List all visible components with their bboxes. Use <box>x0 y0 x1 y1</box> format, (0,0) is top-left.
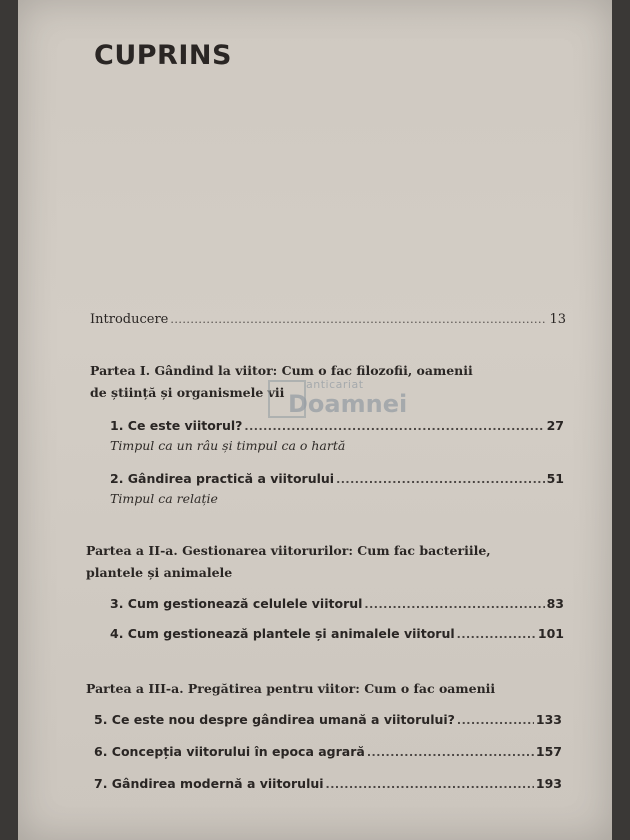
toc-entry-chapter-6 <box>94 744 562 759</box>
dot-leader <box>364 598 544 611</box>
part-heading-2 <box>86 540 526 584</box>
part-title-line: Partea a II-a. Gestionarea viitorurilor: Cum fac bacteriile, <box>86 543 491 558</box>
toc-entry-page: 13 <box>549 312 566 327</box>
toc-entry-label: 3. Cum gestionează celulele viitorul <box>110 596 363 611</box>
book-page <box>18 0 612 840</box>
toc-entry-label: 1. Ce este viitorul? <box>110 418 243 433</box>
toc-entry-chapter-5 <box>94 712 562 727</box>
toc-entry-page: 193 <box>535 776 562 791</box>
watermark-small-text: anticariat <box>306 378 364 391</box>
toc-entry-page: 157 <box>535 744 562 759</box>
part-heading-3 <box>86 678 556 700</box>
toc-entry-page: 101 <box>537 626 564 641</box>
dot-leader <box>457 628 536 641</box>
toc-entry-chapter-7 <box>94 776 562 791</box>
toc-entry-page: 51 <box>546 471 564 486</box>
toc-entry-label: 4. Cum gestionează plantele și animalele viitorul <box>110 626 455 641</box>
dot-leader <box>170 313 547 326</box>
toc-entry-label: 7. Gândirea modernă a viitorului <box>94 776 324 791</box>
toc-entry-chapter-1 <box>110 418 564 433</box>
toc-entry-page: 133 <box>535 712 562 727</box>
toc-entry-introduction <box>90 312 566 327</box>
dot-leader <box>326 778 534 791</box>
dot-leader <box>244 420 544 433</box>
part-title-line: Partea I. Gândind la viitor: Cum o fac filozofii, oamenii <box>90 363 473 378</box>
dot-leader <box>367 746 534 759</box>
toc-entry-label: 6. Concepția viitorului în epoca agrară <box>94 744 365 759</box>
toc-entry-chapter-3 <box>110 596 564 611</box>
chapter-subtitle: Timpul ca un râu și timpul ca o hartă <box>110 438 346 453</box>
dot-leader <box>336 473 545 486</box>
toc-entry-chapter-4 <box>110 626 564 641</box>
dot-leader <box>457 714 534 727</box>
toc-entry-label: 5. Ce este nou despre gândirea umană a viitorului? <box>94 712 455 727</box>
toc-entry-label: 2. Gândirea practică a viitorului <box>110 471 335 486</box>
toc-entry-page: 27 <box>546 418 564 433</box>
part-title-line: de știință și organismele vii <box>90 385 285 400</box>
watermark-big-text: Doamnei <box>288 390 408 418</box>
toc-entry-label: Introducere <box>90 312 169 327</box>
page-title: CUPRINS <box>94 40 232 71</box>
toc-entry-chapter-2 <box>110 471 564 486</box>
part-title-line: Partea a III-a. Pregătirea pentru viitor: Cum o fac oamenii <box>86 681 496 696</box>
chapter-subtitle: Timpul ca relație <box>110 491 218 506</box>
toc-entry-page: 83 <box>546 596 564 611</box>
part-title-line: plantele și animalele <box>86 565 233 580</box>
